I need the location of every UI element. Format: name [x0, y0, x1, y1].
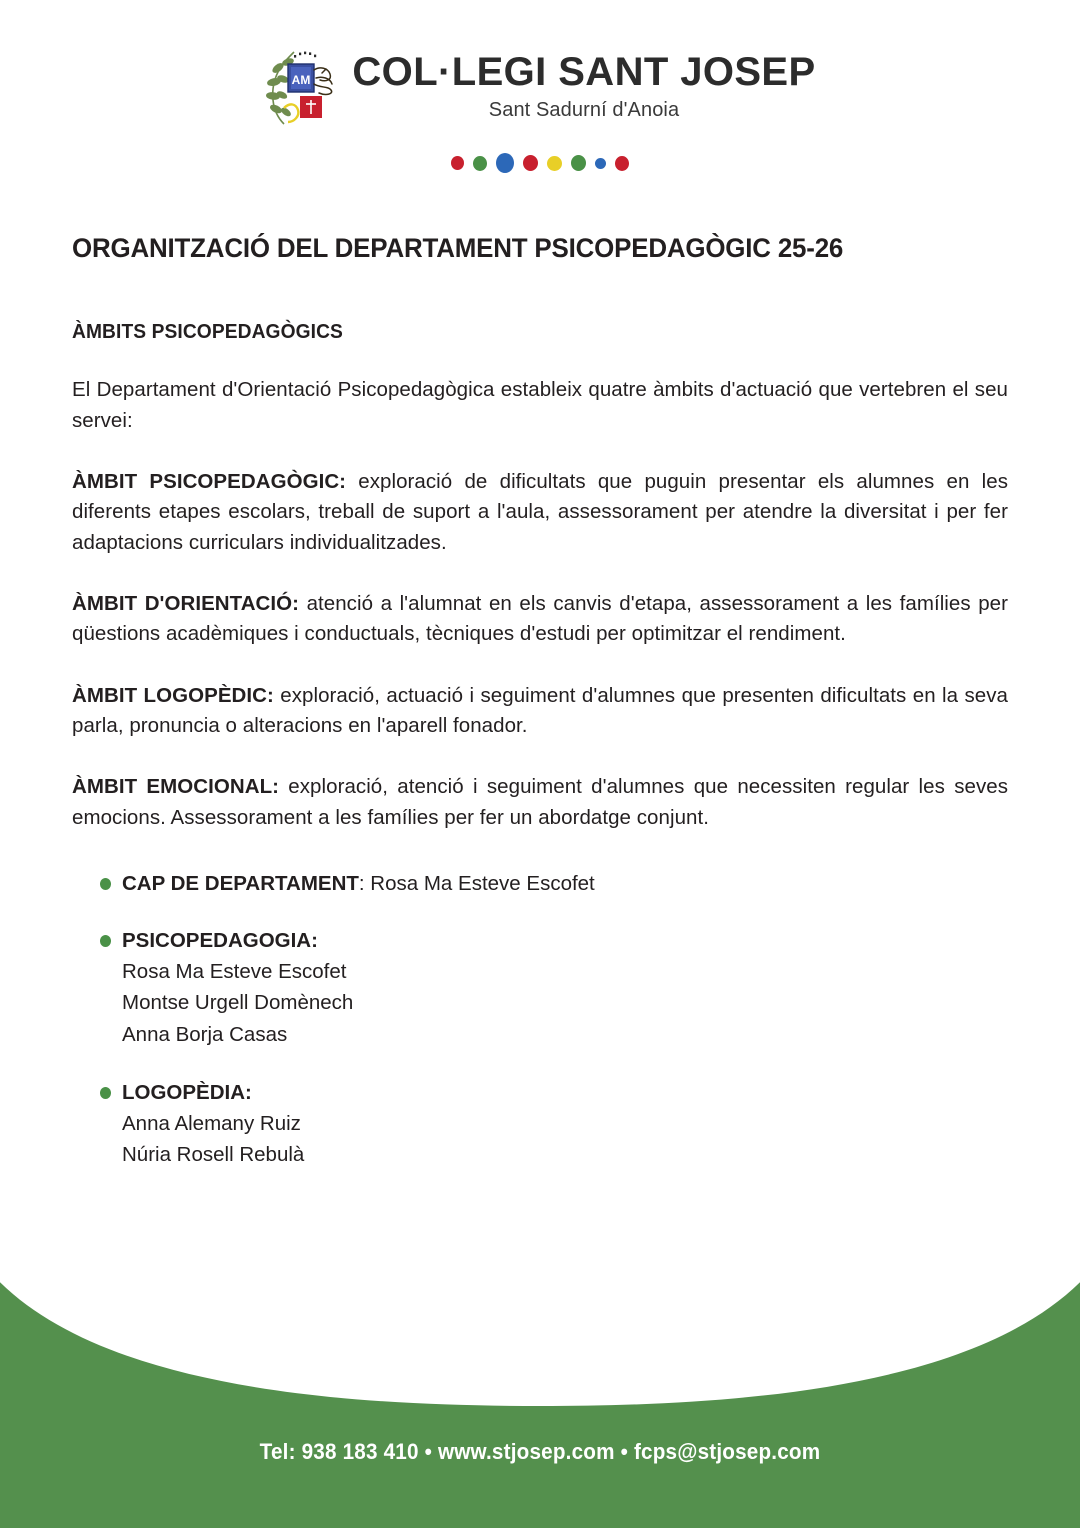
ambit-text: exploració, actuació i seguiment d'alumnes que presenten dificultats en la seva parla, pronuncia o alteracions en l'aparell fonador.	[72, 683, 1008, 738]
page-title: ORGANITZACIÓ DEL DEPARTAMENT PSICOPEDAGÒGIC 25-26	[72, 233, 844, 263]
intro-paragraph: El Departament d'Orientació Psicopedagògica estableix quatre àmbits d'actuació que vertebren el seu servei:	[72, 378, 1008, 432]
list-item	[122, 926, 1008, 1050]
dot-green-2	[571, 155, 586, 171]
ambit-paragraph	[72, 467, 1008, 558]
staff-name: Anna Alemany Ruiz	[122, 1111, 301, 1135]
staff-name: Núria Rosell Rebulà	[122, 1142, 305, 1166]
staff-name: Rosa Ma Esteve Escofet	[122, 960, 347, 984]
dot-yellow-1	[547, 156, 562, 171]
footer-contact-info: Tel: 938 183 410 • www.stjosep.com • fcps@stjosep.com	[259, 1439, 821, 1464]
staff-name: Anna Borja Casas	[122, 1022, 288, 1046]
staff-role-label: PSICOPEDAGOGIA:	[122, 929, 318, 953]
staff-name: Montse Urgell Domènech	[122, 991, 354, 1015]
staff-role-line	[122, 869, 1008, 898]
document-header	[0, 0, 1080, 174]
brand-name: COL·LEGI SANT JOSEP	[352, 49, 816, 94]
bullet-dot-icon	[100, 1087, 111, 1099]
dot-blue-2	[595, 158, 606, 169]
decorative-dot-row	[0, 152, 1080, 174]
ambit-text: exploració, atenció i seguiment d'alumnes que necessiten regular les seves emocions. Assessorament a les famílies per fer un abordatge conjunt.	[72, 775, 1008, 829]
svg-text:AM: AM	[292, 73, 311, 87]
staff-role-label: CAP DE DEPARTAMENT	[122, 872, 359, 895]
ambit-text: atenció a l'alumnat en els canvis d'etapa, assessorament a les famílies per qüestions acadèmiques i conductuals, tècniques d'estudi per optimitzar el rendiment.	[72, 592, 1008, 646]
brand-text-block	[352, 49, 816, 125]
section-heading: ÀMBITS PSICOPEDAGÒGICS	[72, 321, 343, 344]
brand-row	[0, 46, 1080, 130]
footer-curve-shape	[0, 1256, 1080, 1528]
dot-red-1	[451, 156, 464, 170]
staff-name-list	[122, 956, 1008, 1049]
bullet-dot-icon	[100, 935, 111, 947]
dot-red-2	[523, 155, 538, 171]
ambit-label: ÀMBIT PSICOPEDAGÒGIC:	[72, 470, 347, 494]
ambit-label: ÀMBIT D'ORIENTACIÓ:	[72, 592, 300, 616]
ambit-paragraph	[72, 681, 1008, 742]
bullet-dot-icon	[100, 878, 111, 890]
brand-subtitle: Sant Sadurní d'Anoia	[488, 99, 680, 122]
ambit-text: exploració de dificultats que puguin presentar els alumnes en les diferents etapes escolars, treball de suport a l'aula, assessorament per atendre la diversitat i per fer adaptacions curriculars individualitzades.	[72, 470, 1008, 554]
dot-green-1	[473, 156, 487, 171]
dot-blue-1	[496, 153, 514, 173]
staff-list	[72, 869, 1008, 1170]
school-crest-icon	[264, 46, 338, 130]
ambit-label: ÀMBIT EMOCIONAL:	[72, 775, 280, 799]
ambit-paragraph	[72, 772, 1008, 833]
list-item	[122, 869, 1008, 898]
ambit-label: ÀMBIT LOGOPÈDIC:	[72, 683, 274, 707]
staff-role-line	[122, 926, 1008, 955]
staff-name-list	[122, 1108, 1008, 1170]
staff-role-value: : Rosa Ma Esteve Escofet	[358, 872, 595, 895]
document-footer	[0, 1256, 1080, 1528]
dot-red-3	[615, 156, 629, 171]
document-content	[72, 232, 1008, 1170]
staff-role-line	[122, 1078, 1008, 1107]
ambits-list	[72, 467, 1008, 833]
ambit-paragraph	[72, 589, 1008, 650]
staff-role-label: LOGOPÈDIA:	[122, 1080, 252, 1104]
list-item	[122, 1078, 1008, 1170]
